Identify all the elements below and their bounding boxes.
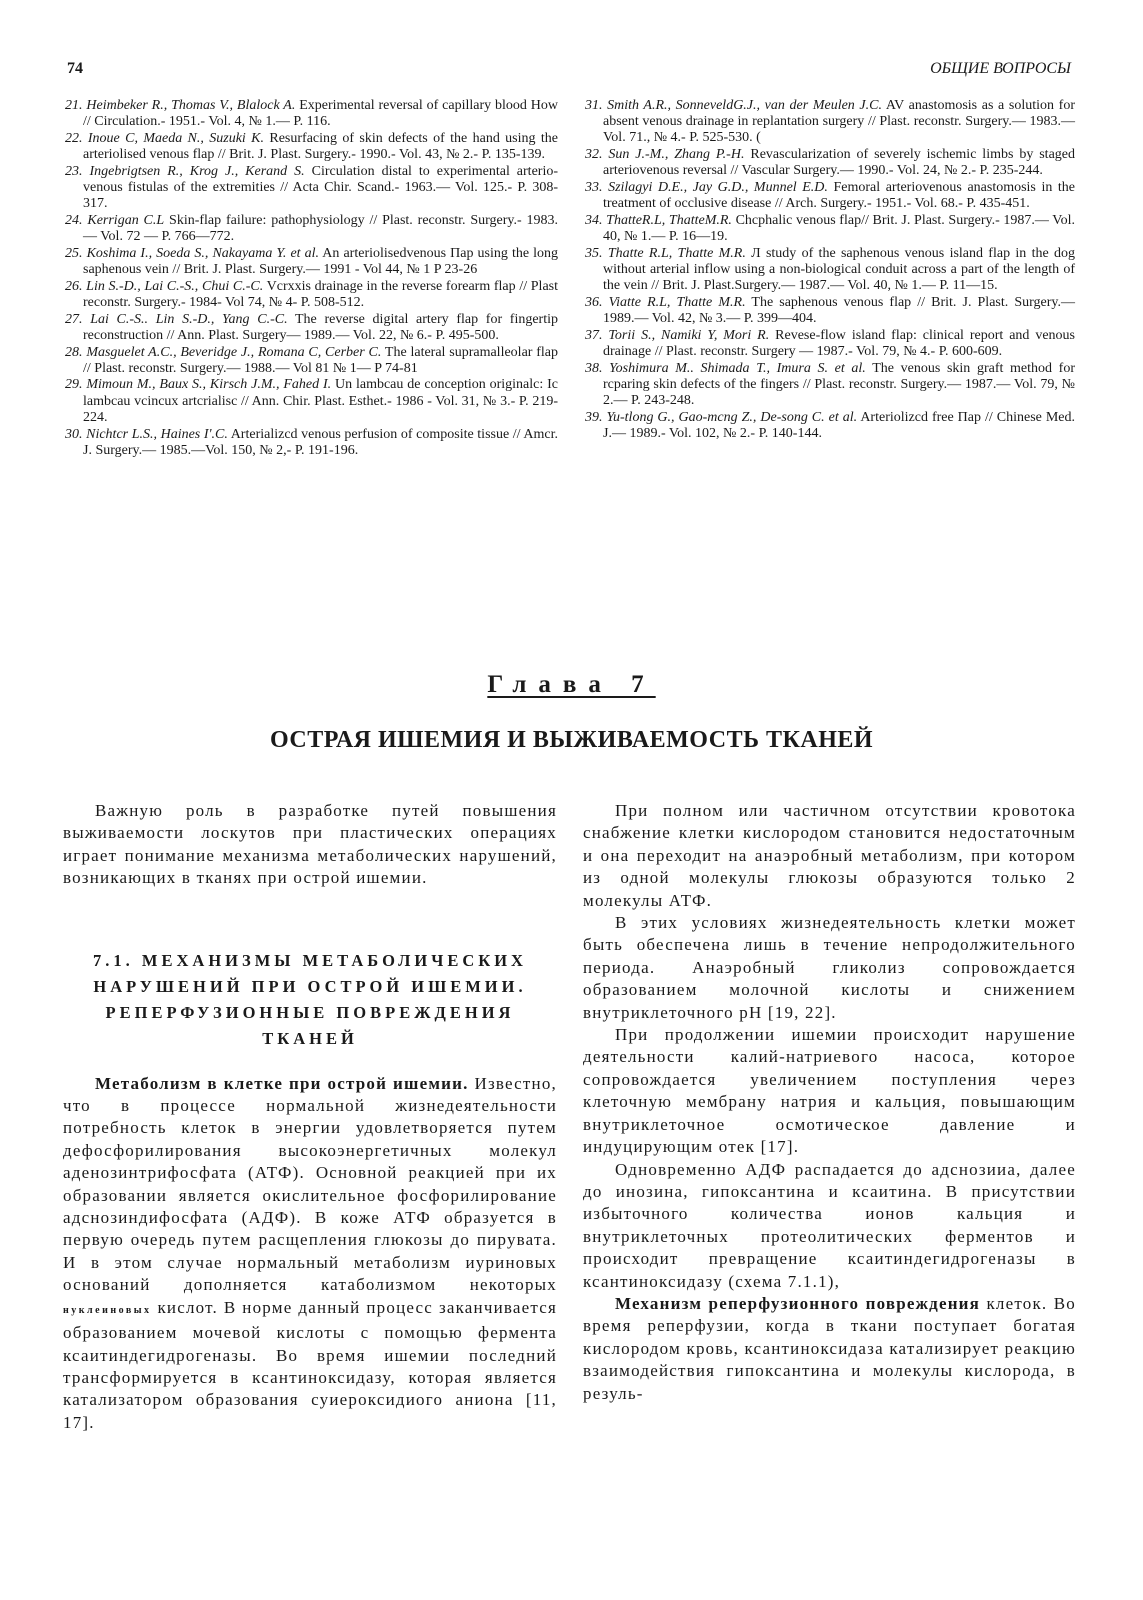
reference-item (65, 98, 558, 130)
reference-item (65, 312, 558, 344)
reference-authors: ThatteR.L, ThatteM.R. (606, 212, 732, 228)
reference-number: 21. (65, 98, 83, 113)
reference-number: 29. (65, 377, 83, 393)
reference-authors: Yoshimura M.. Shimada T., Imura S. et al. (609, 360, 866, 376)
chapter-label-text: Глава 7 (487, 671, 656, 698)
body-paragraph: В этих условиях жизнедеятельность клетки может быть обеспечена лишь в течение непродолжительного периода. Анаэробный гликолиз сопровождается образованием молочной кислоты и снижением внутриклеточного pH [19, 22]. (583, 913, 1076, 1022)
running-head: ОБЩИЕ ВОПРОСЫ (930, 60, 1071, 77)
reference-item (585, 295, 1075, 327)
reference-number: 25. (65, 245, 83, 261)
body-paragraph: При продолжении ишемии происходит нарушение деятельности калий-натриевого насоса, которое сопровождается увеличением поступления через клеточную мембрану натрия и кальция, повышающим внутриклеточное осмотическое давление и индуцирующим отек [17]. (583, 1025, 1076, 1157)
body-paragraph: При полном или частичном отсутствии кровотока снабжение клетки кислородом становится недостаточным и она переходит на анаэробный метаболизм, при котором из одной молекулы глюкозы образуются только 2 молекулы АТФ. (583, 801, 1076, 910)
reference-item (65, 246, 558, 278)
run-in-heading-reperfusion: Механизм реперфузионного повреждения (615, 1293, 981, 1313)
intro-paragraph: Важную роль в разработке путей повышения выживаемости лоскутов при пластических операциях играет понимание механизма метаболических нарушений, возникающих в тканях при острой ишемии. (63, 801, 557, 888)
reference-authors: Koshima I., Soeda S., Nakayama Y. et al. (86, 245, 320, 261)
reference-item (585, 361, 1075, 410)
reference-text: Skin-flap failure: pathophysiology // Plast. reconstr. Surgery.- 1983.— Vol. 72 — P. 766—772. (83, 212, 559, 245)
reference-item (585, 98, 1075, 147)
reference-authors: Lin S.-D., Lai C.-S., Chui C.-C. (86, 278, 264, 294)
reference-text: The saphenous venous flap // Brit. J. Plast. Surgery.— 1989.— Vol. 42, № 3.— P. 399—404. (603, 294, 1075, 327)
metabolism-text-part2: кислот. В норме данный процесс заканчивается образованием мочевой кислоты с помощью фермента ксаитиндегидрогеназы. Во время ишемии последний трансформируется в ксантиноксидазу, которая является катализатором образования суиероксидиого аниона [11, 17]. (63, 1297, 557, 1432)
reference-authors: Kerrigan C.L (87, 212, 165, 228)
reference-text: Chcphalic venous flap// Brit. J. Plast. Surgery.- 1987.— Vol. 40, № 1.— P. 16—19. (603, 212, 1075, 245)
reference-item (65, 164, 558, 213)
reference-number: 22. (65, 130, 83, 146)
reference-authors: Lai C.-S.. Lin S.-D., Yang C.-C. (90, 311, 288, 327)
body-left-column (63, 800, 557, 1434)
reference-item (65, 279, 558, 311)
reference-authors: Viatte R.L, Thatte M.R. (608, 294, 746, 310)
chapter-label (0, 671, 1143, 699)
reference-item (65, 377, 558, 426)
reference-item (65, 131, 558, 163)
reperfusion-paragraph (583, 1293, 1076, 1405)
page-number: 74 (67, 60, 83, 77)
reference-text: Experimental reversal of capillary blood How // Circulation.- 1951.- Vol. 4, № 1.— P. 116. (83, 98, 558, 130)
reference-item (585, 328, 1075, 360)
chapter-title: ОСТРАЯ ИШЕМИЯ И ВЫЖИВАЕМОСТЬ ТКАНЕЙ (269, 727, 874, 753)
reference-authors: Heimbeker R., Thomas V., Blalock A. (86, 98, 296, 113)
reference-authors: Szilagyi D.E., Jay G.D., Munnel E.D. (608, 180, 828, 196)
reference-text: The lateral supramalleolar flap // Plast. reconstr. Surgery.— 1988.— Vol 81 № 1— P 74-81 (83, 344, 559, 376)
reference-authors: Yu-tlong G., Gao-mcng Z., De-song C. et al. (606, 409, 858, 425)
reference-number: 35. (585, 245, 603, 261)
reference-authors: Nichtcr L.S., Haines I'.C. (86, 426, 228, 442)
reference-number: 26. (65, 278, 83, 294)
reference-number: 34. (585, 212, 603, 228)
references-left-column (65, 98, 558, 459)
reference-text: Л study of the saphenous venous island flap in the dog without arterial inflow using a non-biological conduit across a part of the length of the vein // Brit. J. Plast.Surgery.— 1987.— Vol. 40, № 1.— P. 11—15. (603, 245, 1075, 294)
reference-number: 27. (65, 311, 83, 327)
reference-number: 33. (585, 180, 603, 196)
body-paragraph: Одновременно АДФ распадается до адснозииа, далее до инозина, гипоксантина и ксаитина. В присутствии избыточного количества ионов кальция и внутриклеточных протеолитических ферментов и происходит превращение ксаитиндегидрогеназы в ксантиноксидазу (схема 7.1.1), (583, 1159, 1076, 1291)
reference-authors: Masguelet A.C., Beveridge J., Romana C, Cerber C. (86, 344, 382, 360)
reference-number: 32. (585, 147, 603, 163)
references-right-column (585, 98, 1075, 443)
section-heading: 7.1. МЕХАНИЗМЫ МЕТАБОЛИЧЕСКИХ НАРУШЕНИЙ ПРИ ОСТРОЙ ИШЕМИИ. РЕПЕРФУЗИОННЫЕ ПОВРЕЖДЕНИЯ ТКАНЕЙ (93, 950, 527, 1048)
reference-authors: Inoue C, Maeda N., Suzuki K. (87, 130, 265, 146)
reference-number: 28. (65, 344, 83, 360)
reference-number: 31. (585, 98, 603, 113)
reference-item (585, 410, 1075, 442)
reference-authors: Sun J.-M., Zhang P.-H. (608, 147, 745, 163)
reference-text: Femoral arteriovenous anastomosis in the treatment of occlusive disease // Arch. Surgery.- 1951.- Vol. 68.- P. 435-451. (603, 180, 1075, 212)
reference-text: Revascularization of severely ischemic limbs by staged arteriovenous reversal // Vascular Surgery.— 1990.- Vol. 24, № 2.- P. 235-244. (603, 147, 1075, 179)
reference-authors: Torii S., Namiki Y, Mori R. (608, 327, 770, 343)
reference-item (585, 213, 1075, 245)
metabolism-paragraph (63, 1073, 557, 1435)
reference-number: 30. (65, 426, 83, 442)
reference-item (585, 147, 1075, 179)
reference-number: 24. (65, 212, 83, 228)
reference-text: Arterializcd venous perfusion of composite tissue // Amcr. J. Surgery.— 1985.—Vol. 150, № 2,- P. 191-196. (83, 426, 559, 458)
reference-item (65, 345, 558, 377)
reference-item (65, 213, 558, 245)
metabolism-text-part1: Известно, что в процессе нормальной жизнедеятельности потребность клеток в энергии удовлетворяется путем дефосфорилирования высокоэнергетичных молекул аденозинтрифосфата (АТФ). Основной реакцией при их образовании является окислительное фосфорилирование адснозиндифосфата (АДФ). В коже АТФ образуется в первую очередь путем расщепления глюкозы до пирувата. И в этом случае нормальный метаболизм иуриновых оснований дополняется катаболизмом некоторых (63, 1073, 557, 1295)
reference-number: 23. (65, 163, 83, 179)
reference-text: Un lambcau de conception originalc: Ic lambcau vcincux artcrialisc // Ann. Chir. Plast. Esthet.- 1986 - Vol. 31, № 3.- P. 219-224. (83, 377, 559, 425)
reference-text: AV anastomosis as a solution for absent venous drainage in replantation surgery // Plast. reconstr. Surgery.— 1983.—Vol. 71., № 4.- P. 525-530. ( (603, 98, 1075, 146)
reference-item (585, 180, 1075, 212)
reference-text: The venous skin graft method for rcparing skin defects of the fingers // Plast. reconstr. Surgery.— 1987.— Vol. 79, № 2.— P. 243-248. (603, 360, 1075, 409)
reference-text: Revese-flow island flap: clinical report and venous drainage // Plast. reconstr. Surgery — 1987.- Vol. 79, № 4.- P. 600-609. (603, 327, 1075, 360)
reference-number: 36. (585, 294, 603, 310)
reference-text: The reverse digital artery flap for fingertip reconstruction // Ann. Plast. Surgery— 1989.— Vol. 22, № 6.- P. 495-500. (83, 311, 559, 343)
reference-number: 37. (585, 327, 603, 343)
reference-text: Resurfacing of skin defects of the hand using the arteriolised venous flap // Brit. J. Plast. Surgery.- 1990.- Vol. 43, № 2.- P. 135-139. (83, 130, 558, 163)
reference-item (585, 246, 1075, 295)
reference-authors: Mimoun M., Baux S., Kirsch J.M., Fahed I. (86, 377, 332, 393)
run-in-heading-metabolism: Метаболизм в клетке при острой ишемии. (95, 1073, 469, 1093)
reperfusion-text: клеток. Во время реперфузии, когда в ткани поступает богатая кислородом кровь, ксантиноксидаза катализирует реакцию взаимодействия гипоксантина и молекулы кислорода, в резуль- (583, 1293, 1076, 1403)
reference-text: Circulation distal to experimental arterio-venous fistulas of the extremities // Acta Chir. Scand.- 1963.— Vol. 125.- P. 308-317. (83, 163, 558, 212)
reference-text: Arteriolizcd free Пар // Chinese Med. J.— 1989.- Vol. 102, № 2.- P. 140-144. (603, 409, 1076, 442)
body-right-column (583, 800, 1076, 1405)
reference-text: Vcrxxis drainage in the reverse forearm flap // Plast reconstr. Surgery.- 1984- Vol 74, № 4- P. 508-512. (83, 278, 558, 310)
reference-text: An arteriolisedvenous Пар using the long saphenous vein // Brit. J. Plast. Surgery.— 1991 - Vol 44, № 1 P 23-26 (83, 245, 558, 278)
reference-number: 38. (585, 360, 603, 376)
reference-authors: Smith A.R., SonneveldG.J., van der Meulen J.C. (607, 98, 882, 113)
reference-authors: Ingebrigtsen R., Krog J., Kerand S. (89, 163, 305, 179)
reference-item (65, 427, 558, 459)
reference-number: 39. (585, 409, 603, 425)
reference-authors: Thatte R.L, Thatte M.R. (607, 245, 746, 261)
spaced-word: нуклеиновых (63, 1304, 152, 1316)
